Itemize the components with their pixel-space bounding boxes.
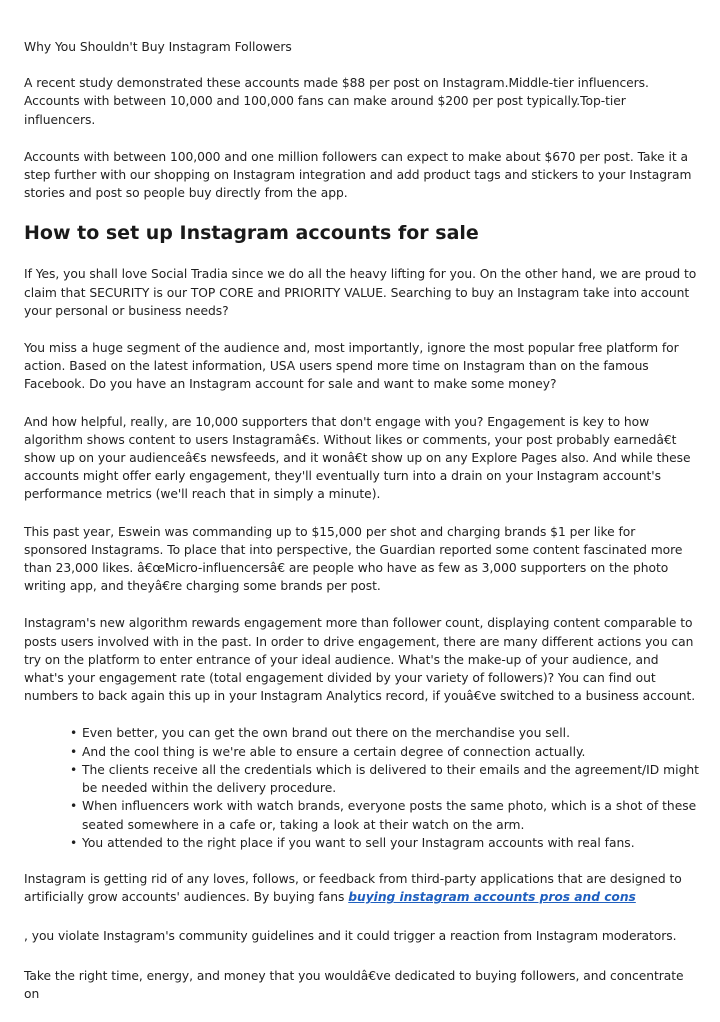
paragraph-5: And how helpful, really, are 10,000 supporters that don't engage with you? Engagement is key to how algorithm shows content to users Instagramâ€s. Without likes or comments, your post probably earnedâ€t show up on your audienceâ€s newsfeeds, and it wonâ€t show up on any Explore Pages also. And while these accounts might offer early engagement, they'll eventually turn into a drain on your Instagram account's performance metrics (we'll reach that in simply a minute).	[24, 414, 691, 502]
bullet-icon: •	[70, 762, 78, 777]
list-item	[72, 797, 699, 833]
paragraph-7: Instagram's new algorithm rewards engagement more than follower count, displaying content comparable to posts users involved with in the past. In order to drive engagement, there are many different actions you can try on the platform to enter entrance of your ideal audience. What's the make-up of your audience, and what's your engagement rate (total engagement divided by your variety of followers)? You can find out numbers to back again this up in your Instagram Analytics record, if youâ€ve switched to a business account.	[24, 616, 696, 704]
list-item	[72, 761, 699, 797]
paragraph-2: Accounts with between 100,000 and one million followers can expect to make about $670 per post. Take it a step further with our shopping on Instagram integration and add product tags and stickers to your Instagram stories and post so people buy directly from the app.	[24, 149, 692, 201]
list-item-text: And the cool thing is we're able to ensure a certain degree of connection actually.	[82, 744, 586, 759]
bullet-list	[24, 724, 699, 851]
list-item-text: You attended to the right place if you want to sell your Instagram accounts with real fans.	[82, 835, 635, 850]
list-item	[72, 834, 699, 852]
list-item-text: Even better, you can get the own brand out there on the merchandise you sell.	[82, 726, 570, 741]
paragraph-8	[24, 870, 699, 906]
article-link[interactable]: buying instagram accounts pros and cons	[348, 890, 636, 905]
bullet-icon: •	[70, 744, 78, 759]
paragraph-4: You miss a huge segment of the audience and, most importantly, ignore the most popular free platform for action. Based on the latest information, USA users spend more time on Instagram than on the famous Facebook. Do you have an Instagram account for sale and want to make some money?	[24, 341, 679, 392]
paragraph-1: A recent study demonstrated these accounts made $88 per post on Instagram.Middle-tier influencers. Accounts with between 10,000 and 100,000 fans can make around $200 per post typically.Top-tier influencers.	[24, 76, 649, 127]
paragraph-10: Take the right time, energy, and money that you wouldâ€ve dedicated to buying followers, and concentrate on	[24, 968, 684, 1001]
paragraph-6: This past year, Eswein was commanding up to $15,000 per shot and charging brands $1 per like for sponsored Instagrams. To place that into perspective, the Guardian reported some content fascinated more than 23,000 likes. â€œMicro-influencersâ€ are people who have as few as 3,000 supporters on the photo writing app, and theyâ€re charging some brands per post.	[24, 524, 683, 594]
paragraph-3: If Yes, you shall love Social Tradia since we do all the heavy lifting for you. On the other hand, we are proud to claim that SECURITY is our TOP CORE and PRIORITY VALUE. Searching to buy an Instagram take into account your personal or business needs?	[24, 267, 697, 318]
bullet-icon: •	[70, 726, 78, 741]
list-item	[72, 743, 699, 761]
list-item	[72, 724, 699, 742]
paragraph-8-text: Instagram is getting rid of any loves, follows, or feedback from third-party applications that are designed to artificially grow accounts' audiences. By buying fans	[24, 871, 682, 905]
article	[24, 38, 699, 1022]
list-item-text: When influencers work with watch brands, everyone posts the same photo, which is a shot of these seated somewhere in a cafe or, taking a look at their watch on the arm.	[82, 799, 697, 832]
bullet-icon: •	[70, 799, 78, 814]
list-item-text: The clients receive all the credentials which is delivered to their emails and the agreement/ID might be needed within the delivery procedure.	[82, 762, 699, 796]
section-heading: How to set up Instagram accounts for sale	[24, 222, 479, 245]
paragraph-9: , you violate Instagram's community guidelines and it could trigger a reaction from Instagram moderators.	[24, 929, 677, 944]
bullet-icon: •	[70, 835, 78, 850]
intro-line: Why You Shouldn't Buy Instagram Followers	[24, 40, 292, 54]
